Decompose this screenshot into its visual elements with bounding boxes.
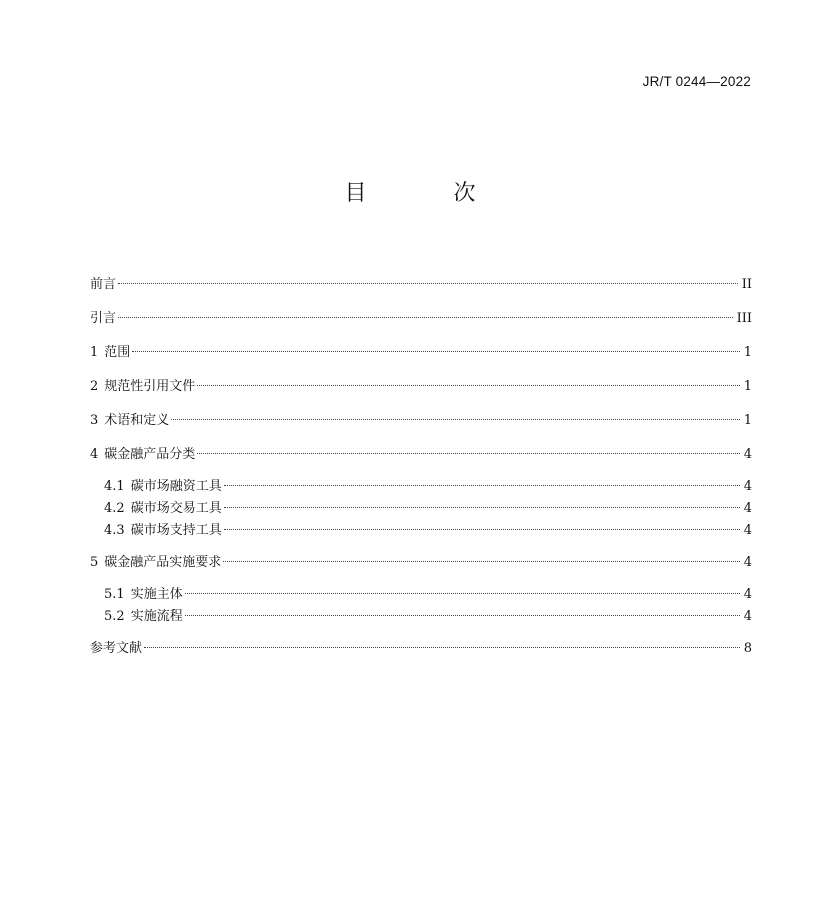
- toc-entry-page: II: [741, 277, 752, 292]
- toc-entry-label: 实施主体: [130, 587, 183, 602]
- toc-entry-page: 4: [743, 447, 752, 462]
- toc-entry-label: 碳金融产品分类: [104, 447, 196, 462]
- toc-leader-dots: [118, 317, 733, 318]
- toc-entry-number: 4.3: [104, 523, 125, 538]
- toc-leader-dots: [185, 593, 740, 594]
- toc-leader-dots: [197, 453, 739, 454]
- toc-entry-number: 5: [90, 555, 99, 570]
- toc-entry-label: 范围: [104, 345, 131, 360]
- toc-entry-label: 碳市场交易工具: [130, 501, 222, 516]
- toc-entry-label: 规范性引用文件: [104, 379, 196, 394]
- toc-leader-dots: [223, 561, 739, 562]
- toc-entry-bibliography[interactable]: [90, 638, 752, 660]
- toc-entry-implementation-process[interactable]: [90, 606, 752, 628]
- toc-entry-page: 4: [743, 501, 752, 516]
- toc-entry-number: 4.2: [104, 501, 125, 516]
- toc-entry-page: 1: [743, 413, 752, 428]
- toc-entry-label: 参考文献: [90, 641, 143, 656]
- toc-entry-label: 前言: [90, 277, 117, 292]
- toc-entry-normative-references[interactable]: [90, 376, 752, 398]
- toc-entry-scope[interactable]: [90, 342, 752, 364]
- toc-entry-label: 实施流程: [130, 609, 183, 624]
- toc-entry-page: 4: [743, 609, 752, 624]
- toc-leader-dots: [224, 529, 740, 530]
- toc-leader-dots: [144, 647, 740, 648]
- toc-entry-page: III: [736, 311, 752, 326]
- toc-leader-dots: [224, 507, 740, 508]
- toc-leader-dots: [171, 419, 739, 420]
- table-of-contents: [90, 274, 752, 660]
- toc-entry-page: 4: [743, 523, 752, 538]
- toc-entry-implementation-requirements[interactable]: [90, 552, 752, 574]
- toc-entry-foreword[interactable]: [90, 274, 752, 296]
- toc-entry-page: 4: [743, 555, 752, 570]
- toc-entry-introduction[interactable]: [90, 308, 752, 330]
- toc-entry-financing-tools[interactable]: [90, 476, 752, 498]
- toc-entry-label: 碳金融产品实施要求: [104, 555, 222, 570]
- toc-leader-dots: [118, 283, 738, 284]
- toc-entry-page: 1: [743, 379, 752, 394]
- toc-entry-trading-tools[interactable]: [90, 498, 752, 520]
- toc-entry-number: 3: [90, 413, 99, 428]
- toc-entry-number: 5.1: [104, 587, 125, 602]
- toc-entry-number: 2: [90, 379, 99, 394]
- toc-entry-label: 引言: [90, 311, 117, 326]
- toc-entry-number: 4.1: [104, 479, 125, 494]
- toc-entry-implementing-entity[interactable]: [90, 584, 752, 606]
- toc-entry-number: 1: [90, 345, 99, 360]
- toc-leader-dots: [185, 615, 740, 616]
- toc-entry-support-tools[interactable]: [90, 520, 752, 542]
- toc-entry-page: 4: [743, 479, 752, 494]
- toc-leader-dots: [224, 485, 740, 486]
- toc-entry-product-classification[interactable]: [90, 444, 752, 466]
- toc-title: 目 次: [344, 181, 516, 206]
- toc-entry-label: 碳市场融资工具: [130, 479, 222, 494]
- document-code: JR/T 0244—2022: [642, 74, 751, 89]
- toc-entry-page: 8: [743, 641, 752, 656]
- toc-leader-dots: [197, 385, 739, 386]
- toc-entry-label: 术语和定义: [104, 413, 170, 428]
- toc-entry-page: 1: [743, 345, 752, 360]
- toc-entry-number: 4: [90, 447, 99, 462]
- toc-entry-page: 4: [743, 587, 752, 602]
- toc-entry-terms-definitions[interactable]: [90, 410, 752, 432]
- toc-entry-number: 5.2: [104, 609, 125, 624]
- toc-leader-dots: [132, 351, 739, 352]
- toc-entry-label: 碳市场支持工具: [130, 523, 222, 538]
